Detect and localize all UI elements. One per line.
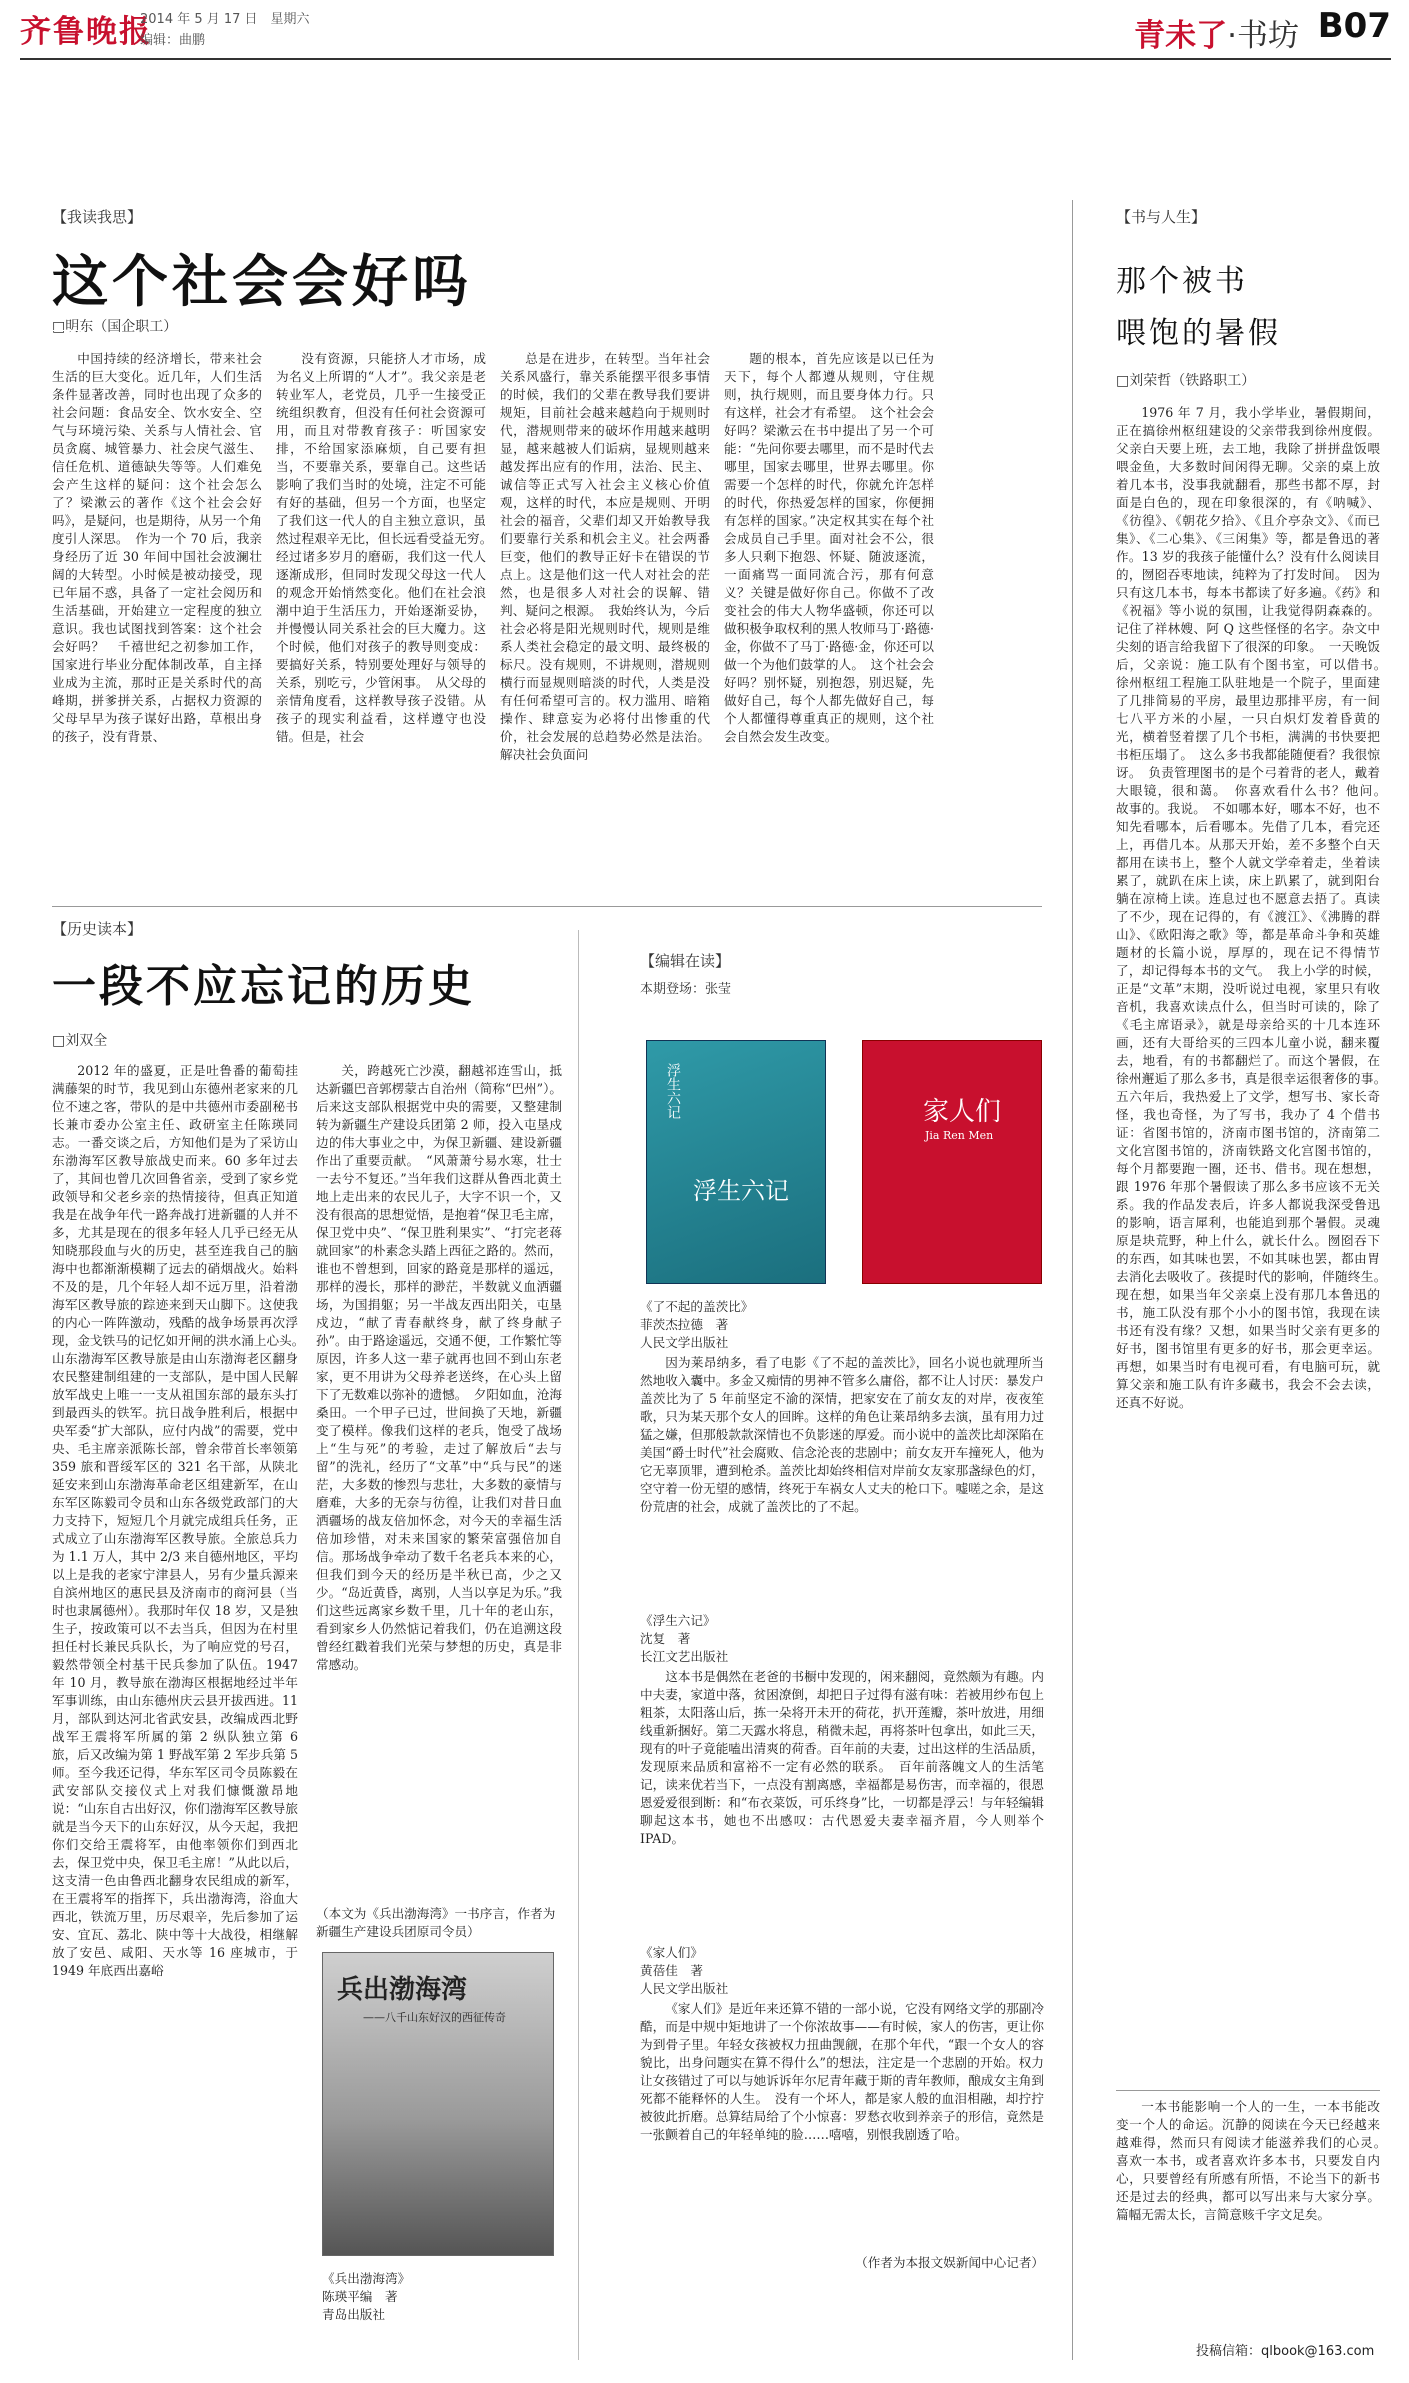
article4-title-line2: 喂饱的暑假 <box>1116 316 1281 351</box>
article1-col1: 中国持续的经济增长，带来社会生活的巨大变化。近几年，人们生活条件显著改善，同时也出现了众多的社会问题：食品安全、饮水安全、空气与环境污染、关系与人情社会、官员贪腐、城管暴力、社会戾气滋生、信任危机、道德缺失等等。人们难免会产生这样的疑问：这个社会怎么了？梁漱云的著作《这个社会会好吗》，是疑问，也是期待，从另一个角度引人深思。 作为一个 70 后，我亲身经历了近 30 年间中国社会波澜壮阔的大转型。小时候是被动接受，现已年届不惑，具备了一定社会阅历和生活基础，开始建立一定程度的独立意识。我也试图找到答案：这个社会会好吗？ 千禧世纪之初参加工作，国家进行毕业分配体制改革，自主择业成为主流，那时正是关系时代的高峰期，拼爹拼关系，占据权力资源的父母早早为孩子谋好出路，草根出身的孩子，没有背景、 <box>52 351 262 744</box>
article4-title-line1: 那个被书 <box>1116 264 1248 299</box>
cover2-pinyin: Jia Ren Men <box>925 1129 994 1142</box>
article4-motto: 一本书能影响一个人的一生，一本书能改变一个人的命运。沉静的阅读在今天已经越来越难得，然而只有阅读才能滋养我们的心灵。 喜欢一本书，或者喜欢许多本书，只要发自内心，只要曾经有所感有所悟，不论当下的新书还是过去的经典，都可以写出来与大家分享。篇幅无需太长，言简意赅千字文足矣。 <box>1116 2099 1393 2222</box>
article4-tag: 【书与人生】 <box>1116 208 1207 226</box>
article2-byline: □刘双全 <box>52 1033 108 1049</box>
newspaper-logo: 齐鲁晚报 <box>20 14 152 50</box>
editor-credit: 编辑：曲鹏 <box>140 33 206 48</box>
cover2-title: 家人们 <box>923 1097 1002 1127</box>
masthead-rule <box>20 58 1391 60</box>
section-subname: ·书坊 <box>1227 18 1299 54</box>
book3-meta: 《家人们》 黄蓓佳 著 人民文学出版社 <box>640 1945 729 1996</box>
article3-tag: 【编辑在读】 <box>640 952 731 970</box>
caption-title: 《兵出渤海湾》 <box>322 2271 411 2286</box>
dateline <box>140 9 310 51</box>
page-number: B07 <box>1317 6 1391 46</box>
photo-title: 兵出渤海湾 <box>337 1975 468 2005</box>
cover1-side-title: 浮生六记 <box>665 1063 681 1119</box>
article3-credit: （作者为本报文娱新闻中心记者） <box>855 2255 1044 2270</box>
article2-note: （本文为《兵出渤海湾》一书序言，作者为新疆生产建设兵团原司令员） <box>316 1906 556 1939</box>
cover1-title: 浮生六记 <box>693 1177 789 1205</box>
motto-box <box>1116 2090 1380 2091</box>
article1-divider <box>52 906 1042 907</box>
article4-body: 1976 年 7 月，我小学毕业，暑假期间，正在搞徐州枢纽建设的父亲带我到徐州度假。父亲白天要上班，去工地，我除了拼拼盘饭喂喂金鱼，大多数时间闲得无聊。父亲的桌上放着几本书，没事我就翻看，那些书都不厚，封面是白色的，现在印象很深的，有《呐喊》、《彷徨》、《朝花夕拾》、《且介亭杂文》、《而已集》、《二心集》、《三闲集》等，都是鲁迅的著作。13 岁的我孩子能懂什么？没有什么阅读目的，囫囵吞枣地读，纯粹为了打发时间。 因为只有这几本书，每本书都读了好多遍。《药》和《祝福》等小说的氛围，让我觉得阴森森的。记住了祥林嫂、阿 Q 这些怪怪的名字。杂文中尖刻的语言给我留下了很深的印象。 一天晚饭后，父亲说：施工队有个图书室，可以借书。 徐州枢纽工程施工队驻地是一个院子，里面建了几排简易的平房，最里边那排平房，有一间七八平方米的小屋，一只白炽灯发着昏黄的光，横着竖着摆了几个书柜，满满的书快要把书柜压塌了。 这么多书我都能随便看？我很惊讶。 负责管理图书的是个弓着背的老人，戴着大眼镜，很和蔼。 你喜欢看什么书？他问。 故事的。我说。 不如哪本好，哪本不好，也不知先看哪本，后看哪本。先借了几本，看完还上，再借几本。从那天开始，差不多整个白天都用在读书上，整个人就文学牵着走，坐着读累了，就趴在床上读，床上趴累了，就到阳台躺在凉椅上读。连息过也不愿意去捂了。真读了不少，现在记得的，有《渡江》、《沸腾的群山》、《欧阳海之歌》等，都是革命斗争和英雄题材的长篇小说，厚厚的，现在记不得情节了，却记得每本书的文气。 我上小学的时候，正是“文革”末期，没听说过电视，家里只有收音机，我喜欢读点什么，但当时可读的，除了《毛主席语录》，就是母亲给买的十几本连环画，还有大哥给买的三四本儿童小说，翻来覆去，地看，有的书都翻烂了。而这个暑假，在徐州邂逅了那么多书，真是很幸运很奢侈的事。 五六年后，我热爱上了文学，想写书、家长奇怪，我也奇怪，为了写书，我办了 4 个借书证：省图书馆的，济南市图书馆的，济南第二文化宫图书馆的，济南铁路文化宫图书馆的，每个月都要跑一圈，还书、借书。现在想想，跟 1976 年那个暑假读了那么多书应该不无关系。我的作品发表后，许多人都说我深受鲁迅的影响，语言犀利，也能追到那个暑假。灵魂原是块荒野，种上什么，就长什么。囫囵吞下的东西，如其味也罢，不如其味也罢，都由胃去消化去吸收了。孩提时代的影响，伴随终生。 现在想，如果当年父亲桌上没有那几本鲁迅的书，施工队没有那个小小的图书馆，我现在读书还有没有缘？又想，如果当时父亲有更多的好书，图书馆里有更多的好书，那会更幸运。再想，如果当时有电视可看，有电脑可玩，就算父亲和施工队有许多藏书，我会不会去读，还真不好说。 <box>1116 405 1393 1410</box>
article1-title: 这个社会会好吗 <box>52 250 472 315</box>
book3-review: 《家人们》是近年来还算不错的一部小说，它没有网络文学的那副冷酷，而是中规中矩地讲了一个你浓故事——有时候，家人的伤害，更让你为到骨子里。年轻女孩被权力扭曲觊觎，在那个年代，“跟一个女人的容貌比，出身问题实在算不得什么”的想法，注定是一个悲剧的开始。权力让女孩错过了可以与她诉诉年尔尼青年藏于斯的青年教师，酿成女主角到死都不能释怀的人生。 没有一个坏人，都是家人般的血泪相融，却拧拧被彼此折磨。总算结局给了个小惊喜：罗愁衣收到养亲子的形信，竟然是一张颤着自己的年轻单纯的脸……嘻嘻，别恨我剧透了哈。 <box>640 2001 1044 2142</box>
section-name: 青未了 <box>1134 18 1228 54</box>
photo-subtitle: ——八千山东好汉的西征传奇 <box>363 2011 506 2024</box>
article2-title: 一段不应忘记的历史 <box>52 961 475 1012</box>
contact-email: 投稿信箱：qlbook@163.com <box>1196 2344 1375 2359</box>
column-divider <box>578 930 579 2360</box>
cover-jiarenmen <box>862 1040 1042 1284</box>
article2-col2: 关，跨越死亡沙漠，翻越祁连雪山，抵达新疆巴音郭楞蒙古自治州（简称“巴州”）。后来这支部队根据党中央的需要，又整建制转为新疆生产建设兵团第 2 师，投入屯垦戍边的伟大事业之中，为保卫新疆、建设新疆作出了重要贡献。 “风萧萧兮易水寒，壮士一去兮不复还。”当年我们这群从鲁西北黄土地上走出来的农民儿子，大字不识一个，又没有很高的思想觉悟，是抱着“保卫毛主席，保卫党中央”、“保卫胜利果实”、“打完老蒋就回家”的朴素念头踏上西征之路的。然而，谁也不曾想到，回家的路竟是那样的遥远，那样的漫长，那样的渺茫，半数就义血洒疆场，为国捐躯；另一半战友西出阳关，屯垦戍边，“献了青春献终身，献了终身献子孙”。由于路途遥远，交通不便，工作繁忙等原因，许多人这一辈子就再也回不到山东老家，更不用讲为父母养老送终，在心头上留下了无数难以弥补的遗憾。 夕阳如血，沧海桑田。一个甲子已过，世间换了天地，新疆变了模样。像我们这样的老兵，饱受了战场上“生与死”的考验，走过了解放后“去与留”的洗礼，经历了“文革”中“兵与民”的迷茫，大多数的惨烈与悲壮，大多数的豪情与磨难，大多的无奈与彷徨，让我们对昔日血洒疆场的战友倍加怀念，对今天的幸福生活倍加珍惜，对未来国家的繁荣富强倍加自信。那场战争牵动了数千名老兵本来的心，但我们到今天的经历是半秋已高，少之又少。“岛近黄昏，离别，人当以享足为乐。”我们这些远离家乡数千里，几十年的老山东，看到家乡人仍然惦记着我们，仍在追溯这段曾经红戳着我们光荣与梦想的历史，真是非常感动。 <box>316 1063 562 1672</box>
cover-fusheng <box>646 1040 826 1284</box>
caption-author: 陈瑛平编 著 <box>322 2289 398 2304</box>
section-title <box>1134 10 1299 55</box>
issue-date: 2014 年 5 月 17 日 星期六 <box>140 12 310 27</box>
article1-col4: 题的根本，首先应该是以已任为天下，每个人都遵从规则，守住规则，执行规则，而且要身体力行。只有这样，社会才有希望。 这个社会会好吗？梁漱云在书中提出了另一个可能：“先问你要去哪里，而不是时代去哪里，国家去哪里，世界去哪里。你需要一个怎样的时代，你就允许怎样的时代，你热爱怎样的国家，你便拥有怎样的国家。”决定权其实在每个社会成员自己手里。面对社会不公，很多人只剩下抱怨、怀疑、随波逐流，一面痛骂一面同流合污，那有何意义？关键是做好你自己。你做不了改变社会的伟大人物华盛顿，你还可以做积极争取权利的黑人牧师马丁·路德·金，你做不了马丁·路德·金，你还可以做一个为他们鼓掌的人。 这个社会会好吗？别怀疑，别抱怨，别迟疑，先做好自己，每个人都先做好自己，每个人都懂得尊重真正的规则，这个社会自然会发生改变。 <box>724 351 934 744</box>
masthead <box>0 0 1409 60</box>
article1-tag: 【我读我思】 <box>52 208 143 226</box>
sidebar-divider <box>1072 200 1073 2360</box>
book1-review: 因为莱昂纳多，看了电影《了不起的盖茨比》，回名小说也就理所当然地收入囊中。多金又痴情的男神不管多么庸俗，都不让人讨厌：暴发户盖茨比为了 5 年前坚定不渝的深情，把家安在了前女友的对岸，夜夜笙歌，只为某天那个女人的回眸。这样的角色让莱昂纳多去演，虽有用力过猛之嫌，但那般款款深情也不负影迷的厚爱。而小说中的盖茨比却深陷在美国“爵士时代”社会腐败、信念沦丧的悲剧中；前女友开车撞死人，他为它无辜顶罪，遭到枪杀。盖茨比却始终相信对岸前女友家那盏绿色的灯，空守着一份无望的感情，终死于车祸女人丈夫的枪口下。嘘嗟之余，是这份荒唐的社会，成就了盖茨比的了不起。 <box>640 1355 1044 1514</box>
article2-tag: 【历史读本】 <box>52 920 143 938</box>
article2-caption <box>322 2270 554 2324</box>
book1-meta: 《了不起的盖茨比》 菲茨杰拉德 著 人民文学出版社 <box>640 1299 754 1350</box>
article1-col3: 总是在进步，在转型。当年社会关系风盛行，靠关系能摆平很多事情的时候，我们的父辈在教导我们要讲规矩，目前社会越来越趋向于规则时代，潜规则带来的破坏作用越来越明显，越来越被人们诟病，显规则越来越发挥出应有的作用，法治、民主、诚信等正式写入社会主义核心价值观，这样的时代，本应是规则、开明社会的福音，父辈们却又开始教导我们要靠行关系和机会主义。社会两番巨变，他们的教导正好卡在错误的节点上。这是他们这一代人对社会的茫然，也是很多人对社会的误解、错判、疑问之根源。 我始终认为，今后社会必将是阳光规则时代，规则是维系人类社会稳定的最文明、最终极的标尺。没有规则，不讲规则，潜规则横行而显规则暗淡的时代，人类是没有任何希望可言的。权力滥用、暗箱操作、肆意妄为必将付出惨重的代价，社会发展的总趋势必然是法治。解决社会负面问 <box>500 351 710 762</box>
article1-byline: □明东（国企职工） <box>52 319 178 335</box>
caption-publisher: 青岛出版社 <box>322 2307 385 2322</box>
book2-meta: 《浮生六记》 沈复 著 长江文艺出版社 <box>640 1613 729 1664</box>
article1-col2: 没有资源，只能挤人才市场，成为名义上所谓的“人才”。我父亲是老转业军人，老党员，几乎一生接受正统组织教育，但没有任何社会资源可用，而且对带教育孩子：听国家安排，不给国家添麻烦，自己要有担当，不要靠关系，要靠自己。这些话影响了我们当时的处境，注定不可能有好的基础，但另一个方面，也坚定了我们这一代人的自主独立意识，虽然过程艰辛无比，但长远看受益无穷。 经过诸多岁月的磨砺，我们这一代人逐渐成形，但同时发现父母这一代人的观念开始悄然变化。他们在社会浪潮中迫于生活压力，开始逐渐妥协，并慢慢认同关系社会的巨大魔力。这个时候，他们对孩子的教导则变成：要搞好关系，特别要处理好与领导的关系，别吃亏，少管闲事。 从父母的亲情角度看，这样教导孩子没错。从孩子的现实利益看，这样遵守也没错。但是，社会 <box>276 351 499 744</box>
article4-byline: □刘荣哲（铁路职工） <box>1116 373 1256 389</box>
article2-col1: 2012 年的盛夏，正是吐鲁番的葡萄挂满藤架的时节，我见到山东德州老家来的几位不速之客，带队的是中共德州市委副秘书长兼市委办公室主任、政研室主任陈瑛同志。一番交谈之后，方知他们是为了采访山东渤海军区教导旅战史而来。60 多年过去了，其间也曾几次回鲁省亲，受到了家乡党政领导和父老乡亲的热情接待，但真正知道我是在战争年代一路奔战打进新疆的人并不多，尤其是现在的很多年轻人几乎已经无从知晓那段血与火的历史，甚至连我自己的脑海中也都渐渐模糊了远去的硝烟战火。始料不及的是，几个年轻人却不远万里，沿着渤海军区教导旅的踪迹来到天山脚下。这使我的内心一阵阵激动，残酷的战争场景再次浮现，金戈铁马的记忆如开闸的洪水涌上心头。 山东渤海军区教导旅是由山东渤海老区翻身农民整建制组建的一支部队，是中国人民解放军战史上唯一一支从祖国东部的最东头打到最西头的铁军。抗日战争胜利后，根据中央军委“扩大部队，应付内战”的需要，党中央、毛主席亲派陈长部，曾余带首长率领第 359 旅和晋绥军区的 321 名干部，从陕北延安来到山东渤海革命老区组建新军，在山东军区陈毅司令员和山东各级党政部门的大力支持下，短短几个月就完成组兵任务，正式成立了山东渤海军区教导旅。全旅总兵力为 1.1 万人，其中 2/3 来自德州地区，平均以上是我的老家宁津县人，另有少量兵源来自滨州地区的惠民县及济南市的商河县（当时也隶属德州）。我那时年仅 18 岁，又是独生子，按政策可以不去当兵，但因为在村里担任村长兼民兵队长，为了响应党的号召，毅然带领全村基干民兵参加了队伍。1947 年 10 月，教导旅在渤海区根据地经过半年军事训练，由山东德州庆云县开拔西进。11 月，部队到达河北省武安县，改编成西北野战军王震将军所属的第 2 纵队独立第 6 旅，后又改编为第 1 野战军第 2 军步兵第 5 师。至今我还记得，华东军区司令员陈毅在武安部队交接仪式上对我们慷慨激昂地说：“山东自古出好汉，你们渤海军区教导旅就是当今天下的山东好汉，从今天起，我把你们交给王震将军，由他率领你们到西北去，保卫党中央，保卫毛主席！”从此以后，这支清一色由鲁西北翻身农民组成的新军，在王震将军的指挥下，兵出渤海湾，浴血大西北，铁流万里，历尽艰辛，先后参加了运安、宜瓦、荔北、陕中等十大战役，相继解放了安邑、咸阳、天水等 16 座城市，于 1949 年底西出嘉峪 <box>52 1063 311 1978</box>
book2-review: 这本书是偶然在老爸的书橱中发现的，闲来翻阅，竟然颇为有趣。内中夫妻，家道中落，贫困潦倒，却把日子过得有滋有味：若被用纱布包上粗茶，太阳落山后，拣一朵将开未开的荷花，扒开莲瓣，茶叶放进，用细线重新捆好。第二天露水将息，稍微未起，再将茶叶包拿出，如此三天，现有的叶子竟能嗑出清爽的荷香。百年前的夫妻，过出这样的生活品质，发现原来品质和富裕不一定有必然的联系。 百年前落魄文人的生活笔记，读来优若当下，一点没有割离感，幸福都是易伤害，而幸福的，很恩恩爱爱很到断：和“布衣菜饭，可乐终身”比，一切都是浮云！与年轻编辑聊起这本书，她也不出感叹：古代恩爱夫妻幸福齐眉，今人则举个 IPAD。 <box>640 1669 1044 1846</box>
book-photo-bingchu <box>322 1952 554 2256</box>
article3-subtag: 本期登场：张莹 <box>640 982 732 997</box>
